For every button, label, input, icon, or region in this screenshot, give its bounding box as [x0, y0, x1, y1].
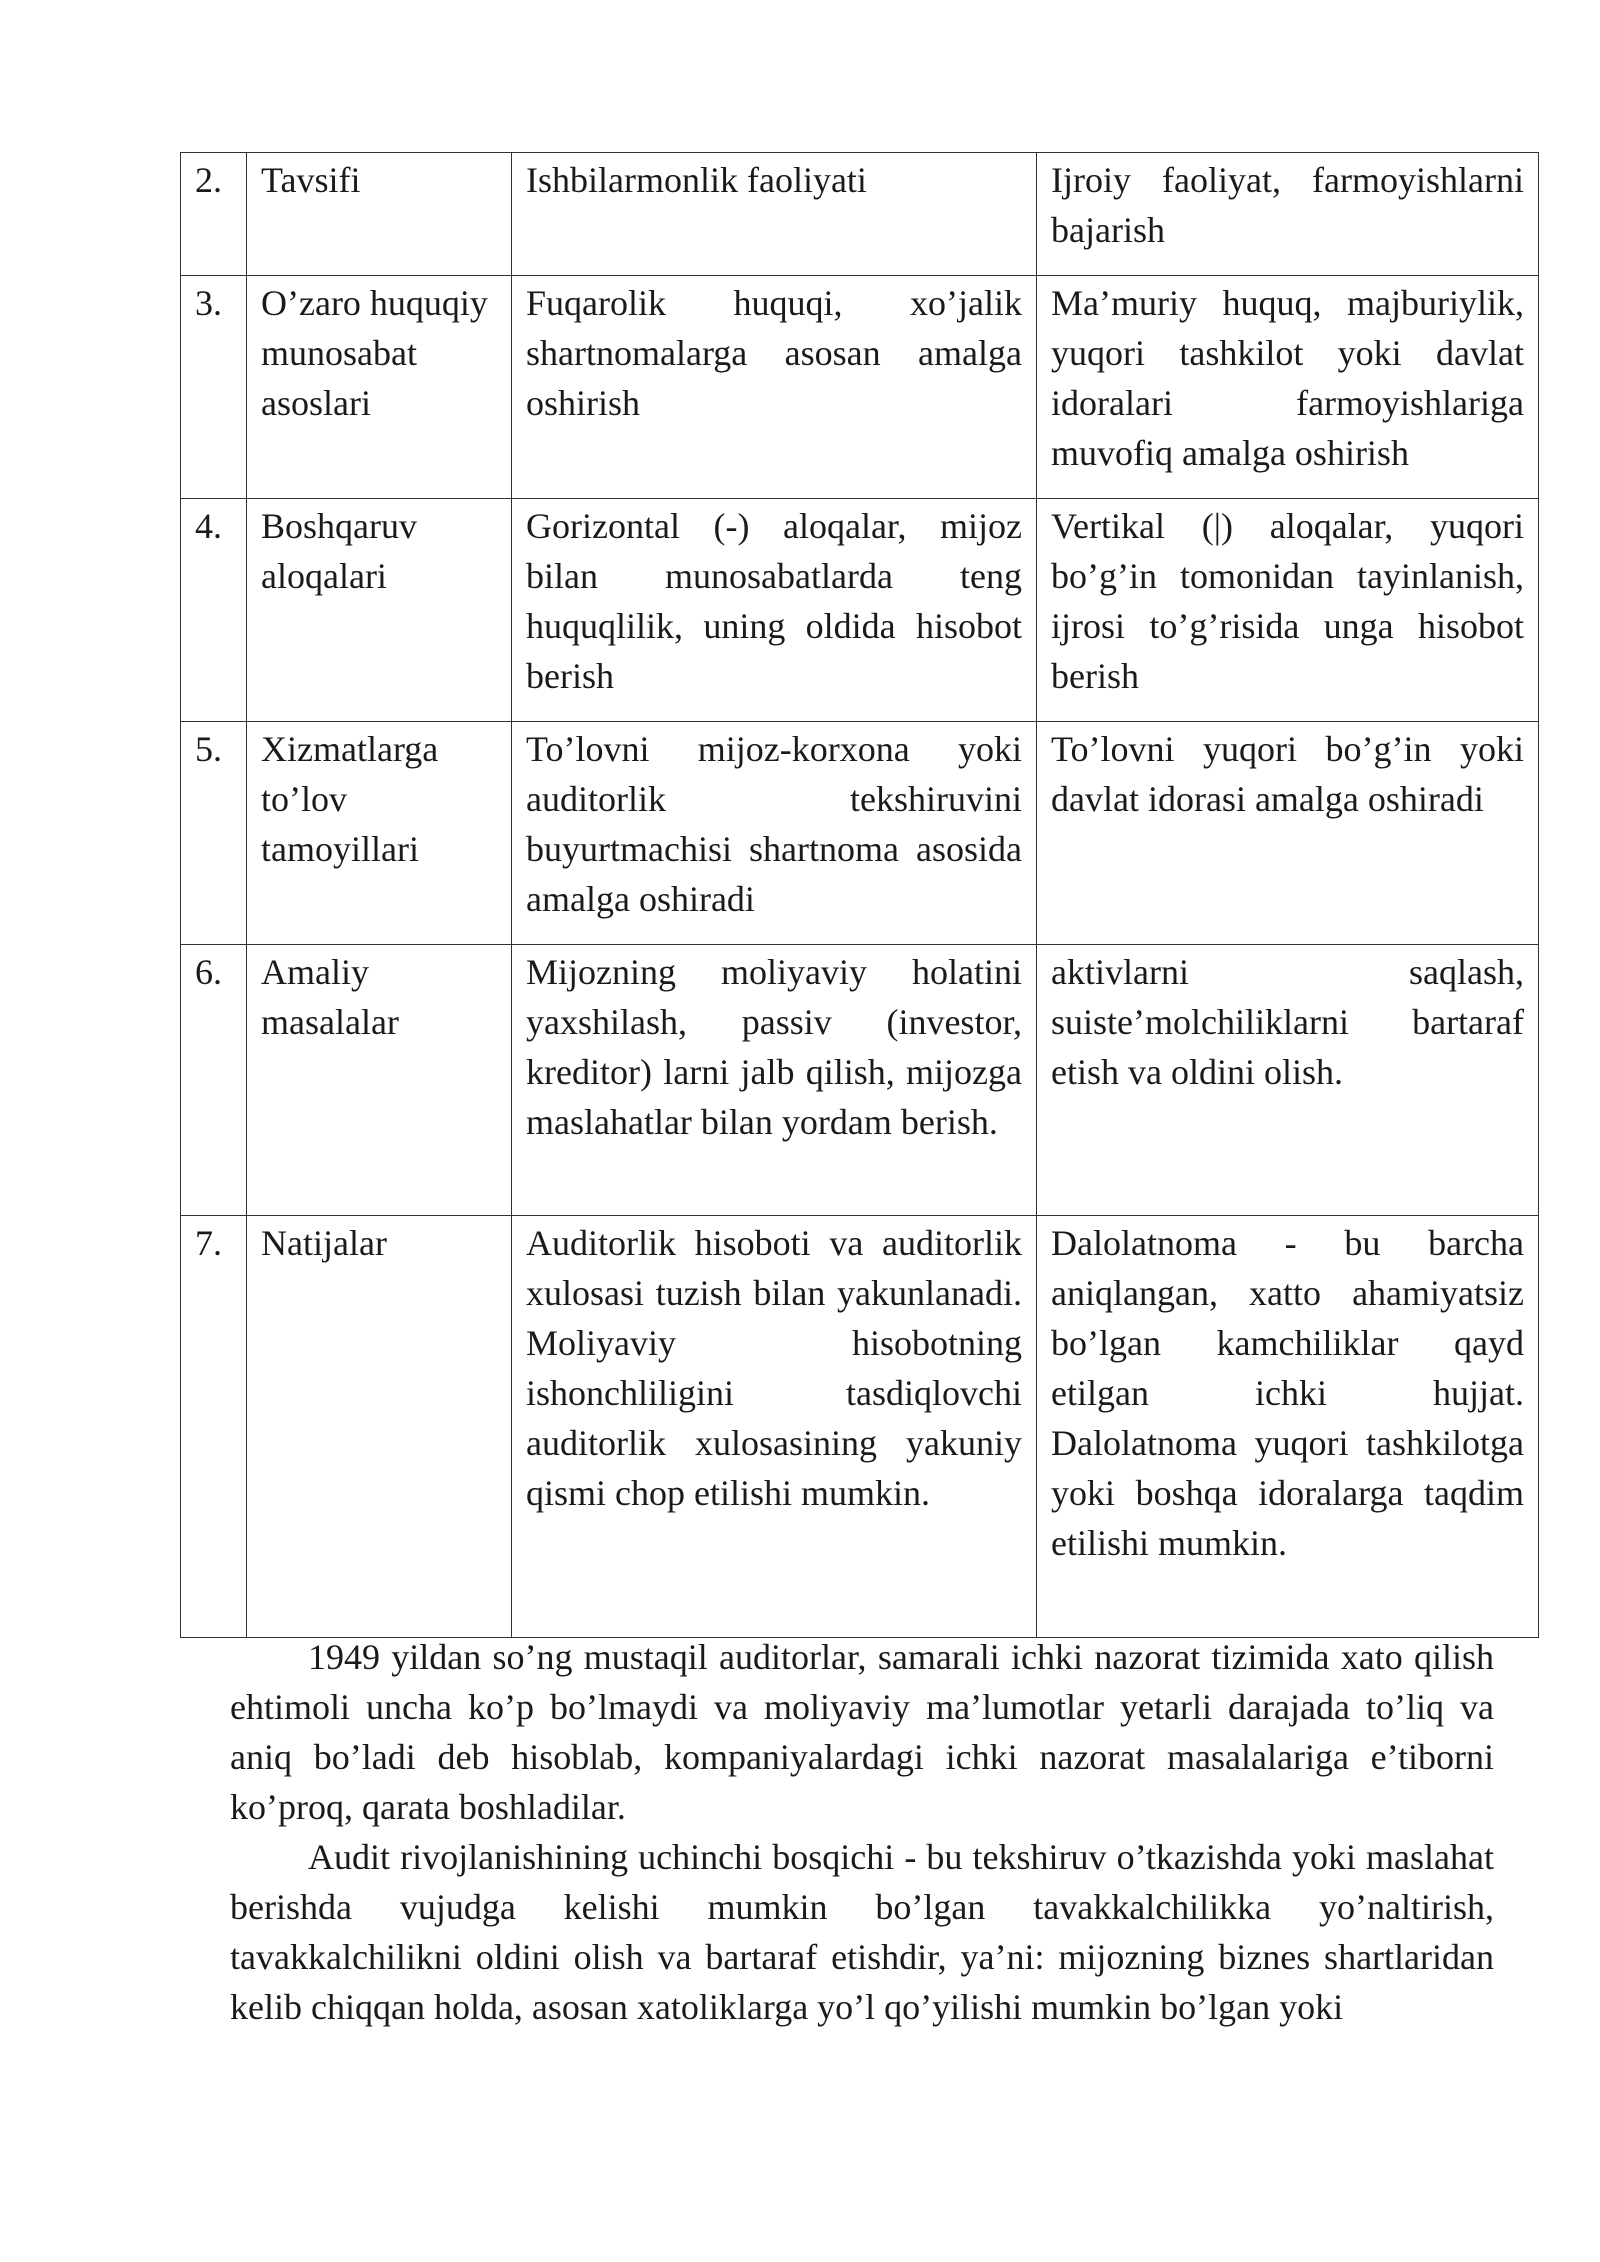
comparison-table-grid: [180, 152, 1539, 1638]
row-col-b: Ma’muriy huquq, majburiylik, yuqori tashkilot yoki davlat idoralari farmoyishlariga muvofiq amalga oshirish: [1037, 276, 1539, 499]
row-number: 4.: [181, 499, 247, 722]
row-col-b: aktivlarni saqlash, suiste’molchiliklarni bartaraf etish va oldini olish.: [1037, 945, 1539, 1216]
row-title: Natijalar: [247, 1216, 512, 1638]
row-col-a: Mijozning moliyaviy holatini yaxshilash, passiv (investor, kreditor) larni jalb qilish, mijozga maslahatlar bilan yordam berish.: [512, 945, 1037, 1216]
table-row: [181, 153, 1539, 276]
row-col-a: To’lovni mijoz-korxona yoki auditorlik tekshiruvini buyurtmachisi shartnoma asosida amalga oshiradi: [512, 722, 1037, 945]
row-col-b: Ijroiy faoliyat, farmoyishlarni bajarish: [1037, 153, 1539, 276]
table-row: [181, 276, 1539, 499]
row-title: Amaliy masalalar: [247, 945, 512, 1216]
comparison-table: [180, 152, 1538, 1638]
row-col-a: Auditorlik hisoboti va auditorlik xulosasi tuzish bilan yakunlanadi. Moliyaviy hisobotning ishonchliligini tasdiqlovchi auditorlik xulosasining yakuniy qismi chop etilishi mumkin.: [512, 1216, 1037, 1638]
row-number: 2.: [181, 153, 247, 276]
row-col-b: Vertikal (|) aloqalar, yuqori bo’g’in tomonidan tayinlanish, ijrosi to’g’risida unga hisobot berish: [1037, 499, 1539, 722]
table-row: [181, 1216, 1539, 1638]
row-col-a: Gorizontal (-) aloqalar, mijoz bilan munosabatlarda teng huquqlilik, uning oldida hisobot berish: [512, 499, 1037, 722]
row-number: 7.: [181, 1216, 247, 1638]
table-row: [181, 722, 1539, 945]
paragraph: 1949 yildan so’ng mustaqil auditorlar, samarali ichki nazorat tizimida xato qilish ehtimoli uncha ko’p bo’lmaydi va moliyaviy ma’lumotlar yetarli darajada to’liq va aniq bo’ladi deb hisoblab, kompaniyalardagi ichki nazorat masalalariga e’tiborni ko’proq, qarata boshladilar.: [230, 1637, 1494, 1827]
row-title: O’zaro huquqiy munosabat asoslari: [247, 276, 512, 499]
table-row: [181, 945, 1539, 1216]
row-number: 3.: [181, 276, 247, 499]
row-title: Xizmatlarga to’lov tamoyillari: [247, 722, 512, 945]
paragraph: Audit rivojlanishining uchinchi bosqichi - bu tekshiruv o’tkazishda yoki maslahat berishda vujudga kelishi mumkin bo’lgan tavakkalchilikka yo’naltirish, tavakkalchilikni oldini olish va bartaraf etishdir, ya’ni: mijozning biznes shartlaridan kelib chiqqan holda, asosan xatoliklarga yo’l qo’yilishi mumkin bo’lgan yoki: [230, 1837, 1494, 2027]
row-col-a: Fuqarolik huquqi, xo’jalik shartnomalarga asosan amalga oshirish: [512, 276, 1037, 499]
table-row: [181, 499, 1539, 722]
row-number: 5.: [181, 722, 247, 945]
row-number: 6.: [181, 945, 247, 1216]
body-text: [230, 1632, 1494, 2032]
row-col-a: Ishbilarmonlik faoliyati: [512, 153, 1037, 276]
row-title: Boshqaruv aloqalari: [247, 499, 512, 722]
row-col-b: Dalolatnoma - bu barcha aniqlangan, xatto ahamiyatsiz bo’lgan kamchiliklar qayd etilgan ichki hujjat. Dalolatnoma yuqori tashkilotga yoki boshqa idoralarga taqdim etilishi mumkin.: [1037, 1216, 1539, 1638]
row-title: Tavsifi: [247, 153, 512, 276]
row-col-b: To’lovni yuqori bo’g’in yoki davlat idorasi amalga oshiradi: [1037, 722, 1539, 945]
